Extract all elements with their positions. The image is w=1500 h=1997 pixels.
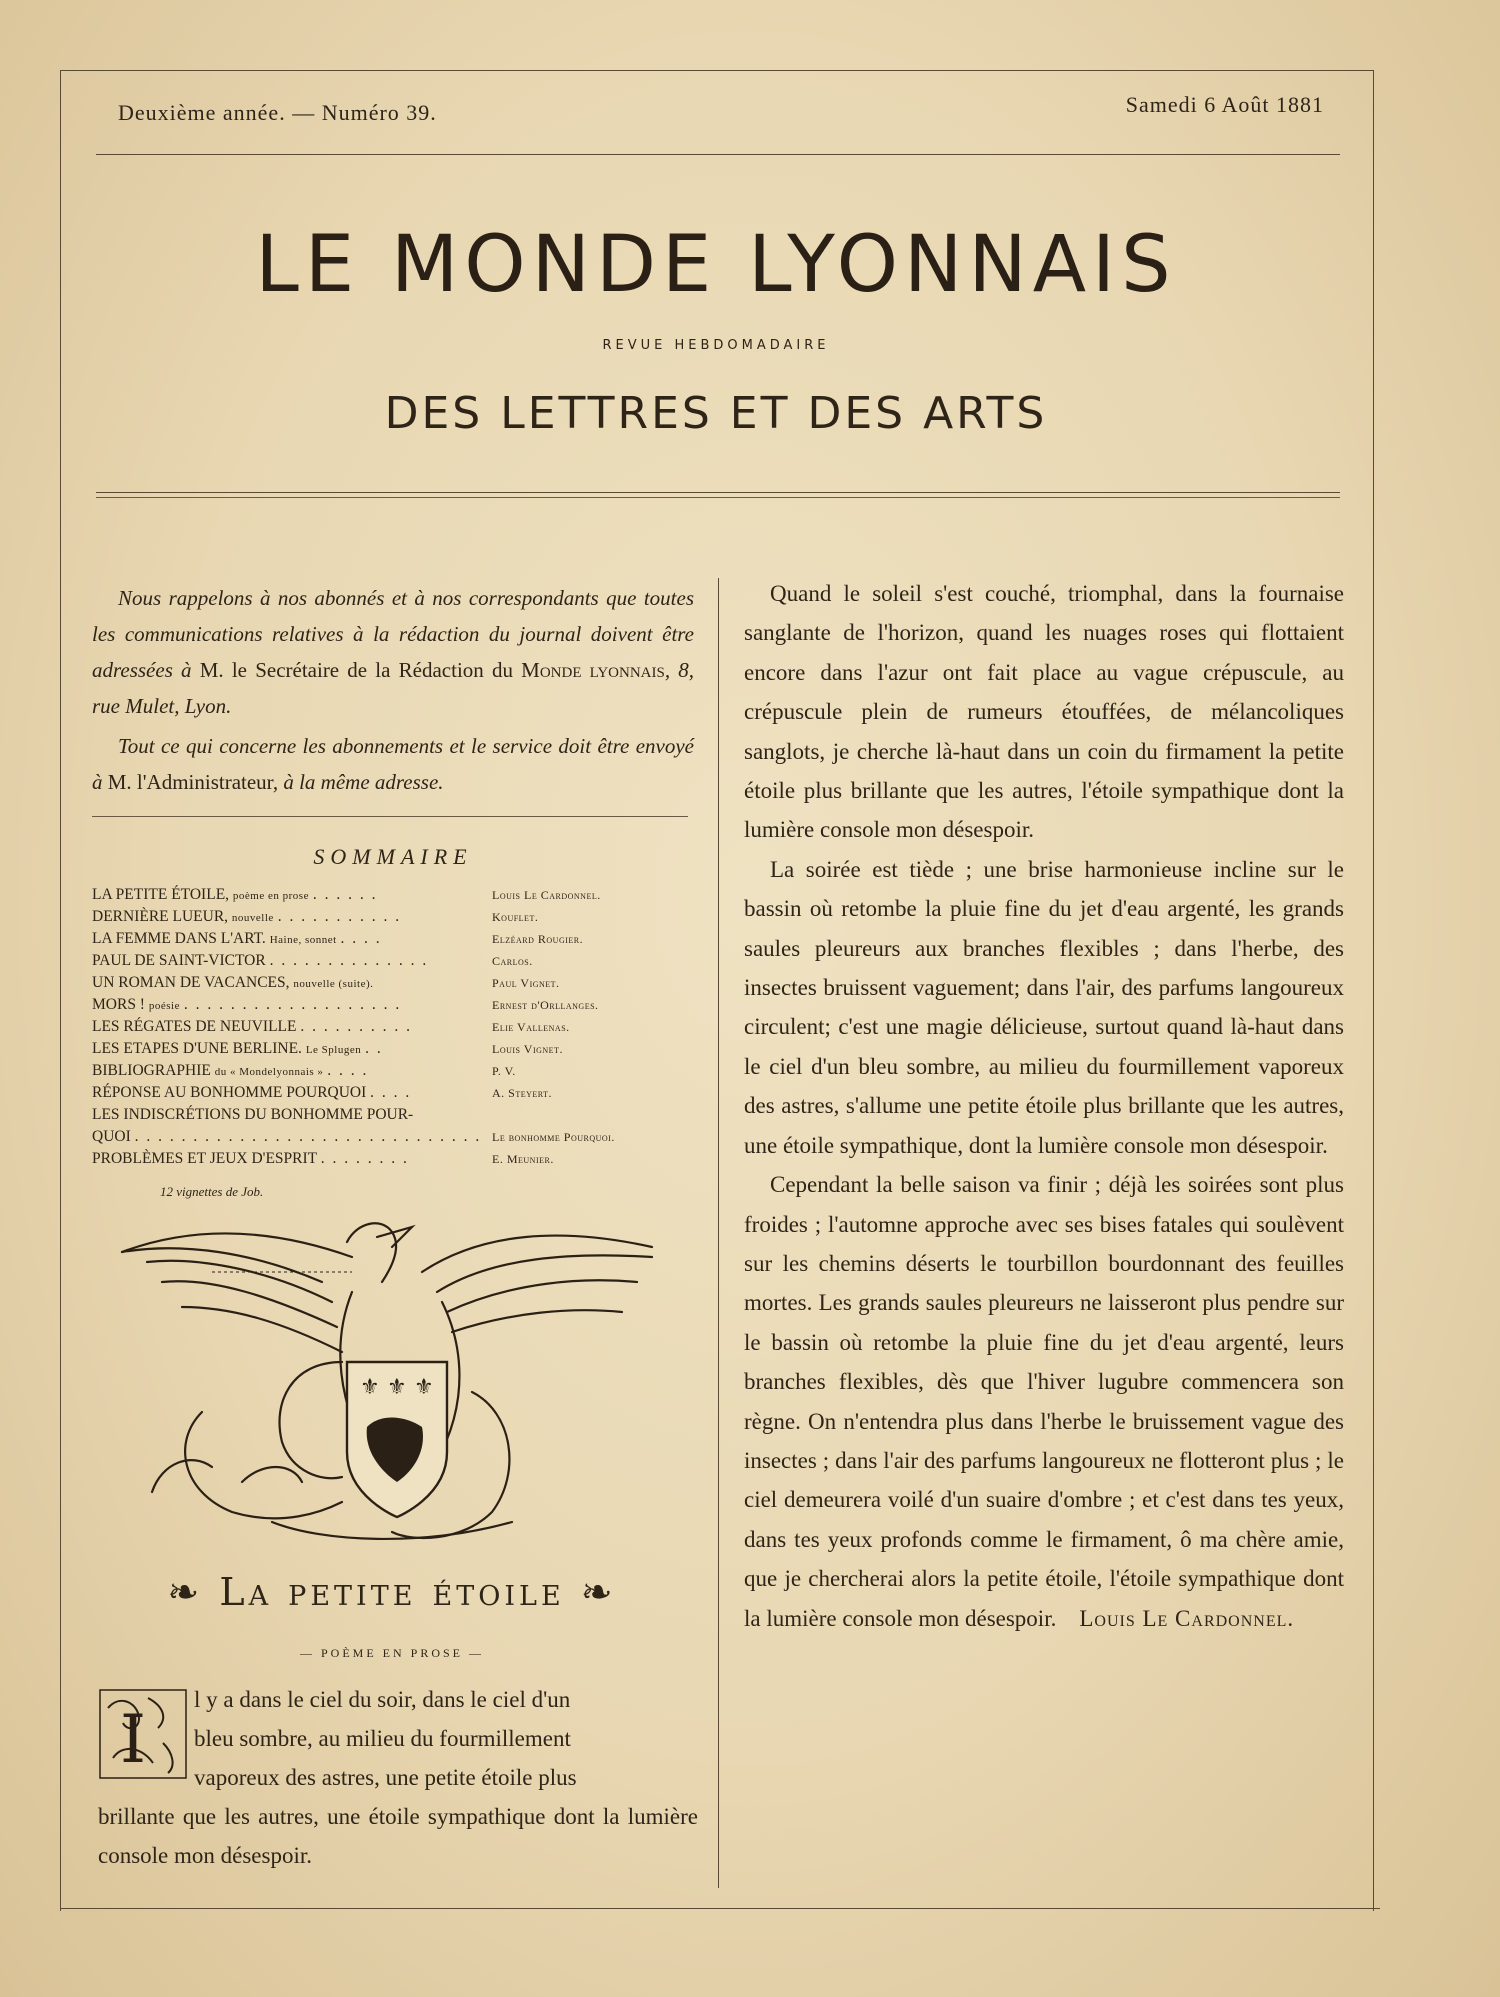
toc-entry-author: A. Steyert. <box>492 1086 553 1100</box>
toc-entry-title: RÉPONSE AU BONHOMME POURQUOI . . . . <box>92 1084 412 1101</box>
issue-header <box>60 92 1372 132</box>
story-line-3: vaporeux des astres, une petite étoile plus <box>194 1765 577 1790</box>
story-continuation <box>744 574 1344 1638</box>
frame-bottom-rule <box>60 1908 1380 1909</box>
toc-entry-author: Kouflet. <box>492 910 539 924</box>
toc-row <box>92 1016 702 1038</box>
toc-row <box>92 1038 702 1060</box>
notice-rule <box>92 816 688 817</box>
story-line-rest: brillante que les autres, une étoile sympathique dont la lumière console mon désespoir. <box>98 1804 698 1868</box>
toc-entry-author: Paul Vignet. <box>492 976 560 990</box>
toc-entry-title: UN ROMAN DE VACANCES, nouvelle (suite). <box>92 974 374 991</box>
toc-row <box>92 1082 702 1104</box>
toc-entry-title: DERNIÈRE LUEUR, nouvelle . . . . . . . . . . . <box>92 908 402 925</box>
story-title: ❧ La petite étoile ❧ <box>167 1570 617 1614</box>
toc-row <box>92 1126 702 1148</box>
toc-row <box>92 884 702 906</box>
toc-entry-author: E. Meunier. <box>492 1152 554 1166</box>
griffin-coat-of-arms-illustration <box>92 1212 692 1557</box>
toc-entry-title: PAUL DE SAINT-VICTOR . . . . . . . . . . . . . . <box>92 952 429 969</box>
toc-entry-author: P. V. <box>492 1064 516 1078</box>
svg-text:I: I <box>120 1701 147 1778</box>
issue-number: Deuxième année. — Numéro 39. <box>118 100 437 125</box>
toc-entry-title: LES RÉGATES DE NEUVILLE . . . . . . . . . . <box>92 1018 412 1035</box>
masthead-revue: REVUE HEBDOMADAIRE <box>602 338 830 353</box>
issue-date: Samedi 6 Août 1881 <box>1125 92 1324 117</box>
vignettes-credit: 12 vignettes de Job. <box>160 1184 264 1199</box>
toc-row <box>92 1148 702 1170</box>
svg-text:⚜: ⚜ <box>360 1375 380 1400</box>
header-rule <box>96 154 1340 155</box>
toc-row <box>92 950 702 972</box>
masthead-rule-bottom <box>96 497 1340 498</box>
toc-entry-title: LA PETITE ÉTOILE, poème en prose . . . . . . <box>92 886 378 903</box>
svg-text:⚜: ⚜ <box>414 1375 434 1400</box>
toc-entry-author: Carlos. <box>492 954 533 968</box>
table-of-contents <box>92 884 702 1170</box>
toc-row <box>92 994 702 1016</box>
masthead-subtitle: DES LETTRES ET DES ARTS <box>384 388 1048 439</box>
toc-entry-title: LES INDISCRÉTIONS DU BONHOMME POUR- <box>92 1106 414 1123</box>
story-line-2: bleu sombre, au milieu du fourmillement <box>194 1726 571 1751</box>
toc-row <box>92 1104 702 1126</box>
editorial-notice <box>92 580 694 800</box>
masthead-title: LE MONDE LYONNAIS <box>255 220 1177 310</box>
story-paragraph-1: Quand le soleil s'est couché, triomphal, dans la fournaise sanglante de l'horizon, quand les nuages roses qui flottaient encore dans l'azur ont fait place au vague crépuscule, au crépuscule plein de rumeurs étouffées, de mélancoliques sanglots, je cherche là-haut dans un coin du firmament la petite étoile plus brillante que les autres, l'étoile sympathique dont la lumière console mon désespoir. <box>744 581 1344 843</box>
toc-row <box>92 972 702 994</box>
story-kicker: — POÈME EN PROSE — <box>299 1646 484 1660</box>
sommaire-title: SOMMAIRE <box>313 844 473 869</box>
toc-entry-author: Louis Le Cardonnel. <box>492 888 601 902</box>
toc-row <box>92 1060 702 1082</box>
toc-row <box>92 928 702 950</box>
toc-entry-author: Elzéard Rougier. <box>492 932 584 946</box>
story-line-1: l y a dans le ciel du soir, dans le ciel d'un <box>194 1687 571 1712</box>
notice-paragraph-1: Nous rappelons à nos abonnés et à nos correspondants que toutes les communications relatives à la rédaction du journal doivent être adressées à M. le Secrétaire de la Rédaction du Monde lyonnais, 8, rue Mulet, Lyon. <box>92 586 695 718</box>
toc-entry-title: PROBLÈMES ET JEUX D'ESPRIT . . . . . . . . <box>92 1150 409 1167</box>
toc-entry-author: Le bonhomme Pourquoi. <box>492 1130 615 1144</box>
story-opening <box>98 1680 698 1875</box>
toc-entry-author: Ernest d'Orllanges. <box>492 998 599 1012</box>
toc-entry-title: MORS ! poésie . . . . . . . . . . . . . . . . . . . <box>92 996 402 1013</box>
svg-text:⚜: ⚜ <box>387 1375 407 1400</box>
toc-entry-author: Louis Vignet. <box>492 1042 563 1056</box>
column-divider <box>718 578 719 1888</box>
story-signature: Louis Le Cardonnel. <box>1079 1605 1295 1631</box>
toc-row <box>92 906 702 928</box>
story-paragraph-3: Cependant la belle saison va finir ; déjà les soirées sont plus froides ; l'automne approche avec ses bises fatales qui soulèvent sur les chemins déserts le tourbillon bourdonnant des feuilles mortes. Les grands saules pleureurs ne laisseront plus pendre sur le bassin où retombe la pluie fine du jet d'eau argenté, leurs branches flexibles, dès que l'hiver lugubre commencera son règne. On n'entendra plus dans l'herbe le bruissement vague des insectes ; dans l'air des parfums langoureux ne flotteront plus ; le ciel demeurera voilé d'un suaire d'ombre ; et c'est dans tes yeux, dans tes yeux profonds comme le firmament, ô ma chère amie, que je chercherai alors la petite étoile, l'étoile sympathique dont la lumière console mon désespoir. Louis Le Cardonnel. <box>744 1172 1344 1631</box>
toc-entry-title: QUOI . . . . . . . . . . . . . . . . . . . . . . . . . . . . . . <box>92 1128 482 1145</box>
masthead-rule-top <box>96 492 1340 493</box>
toc-entry-title: BIBLIOGRAPHIE du « Mondelyonnais » . . . . <box>92 1062 369 1079</box>
toc-entry-author: Elie Vallenas. <box>492 1020 570 1034</box>
toc-entry-title: LA FEMME DANS L'ART. Haine, sonnet . . . . <box>92 930 382 947</box>
toc-entry-author <box>492 1104 692 1126</box>
notice-paragraph-2: Tout ce qui concerne les abonnements et le service doit être envoyé à M. l'Administrateur, à la même adresse. <box>92 734 694 794</box>
toc-entry-title: LES ETAPES D'UNE BERLINE. Le Splugen . . <box>92 1040 383 1057</box>
story-paragraph-2: La soirée est tiède ; une brise harmonieuse incline sur le bassin où retombe la pluie fine du jet d'eau argenté, les grands saules pleureurs aux branches flexibles ; dans l'herbe, des insectes bruissent vaguement; dans l'air, des parfums langoureux circulent; c'est une magie délicieuse, surtout quand là-haut dans le ciel d'un bleu sombre, au milieu du fourmillement vaporeux des astres, s'allume une petite étoile plus brillante que les autres, une étoile sympathique, dont la lumière console mon désespoir. <box>744 856 1344 1158</box>
